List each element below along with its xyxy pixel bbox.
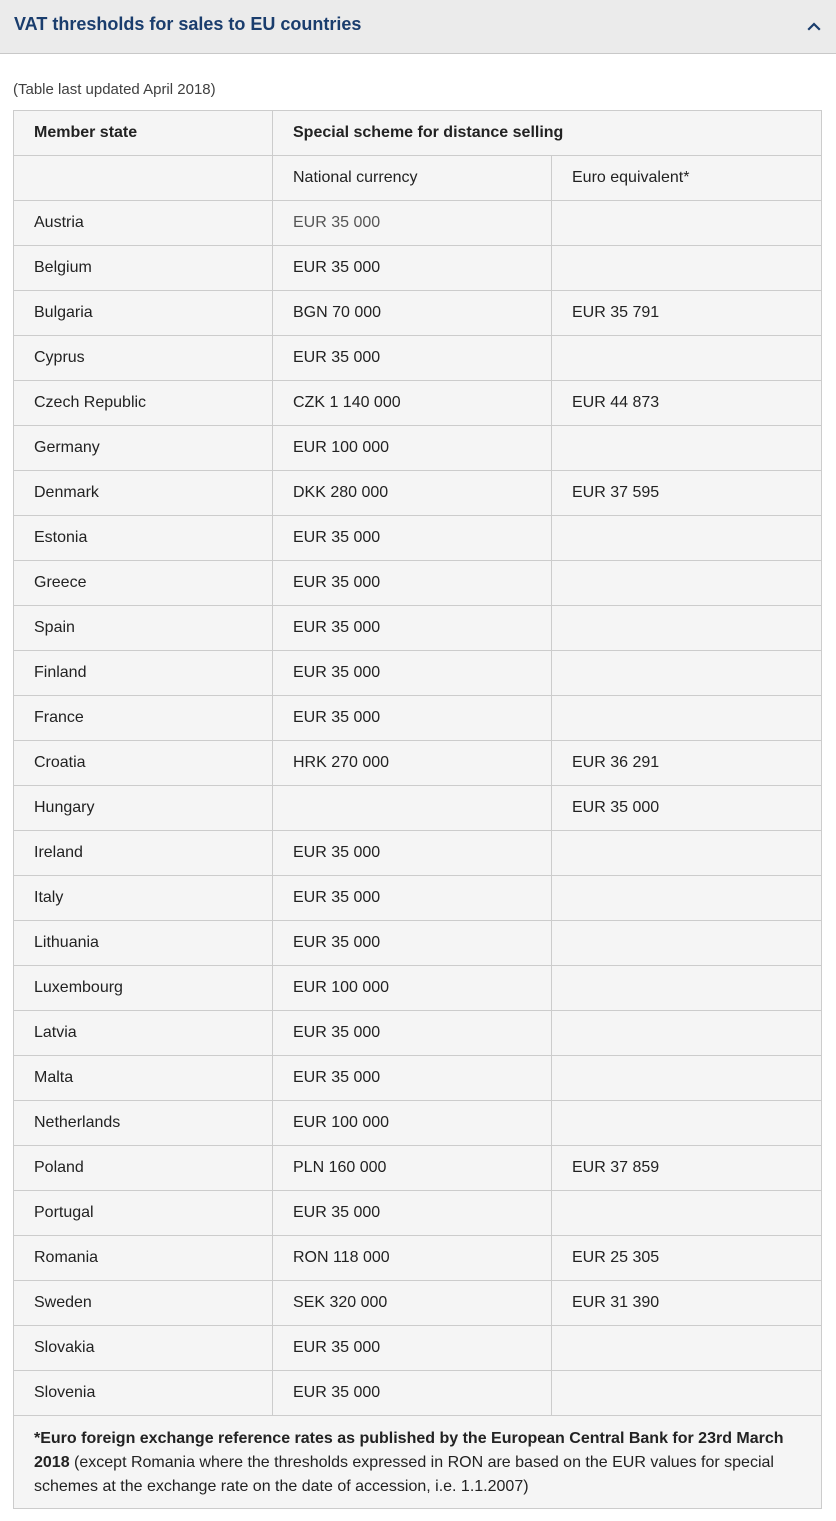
euro-equivalent-cell bbox=[552, 1056, 822, 1101]
table-row bbox=[14, 1326, 822, 1371]
member-state-cell: Ireland bbox=[14, 831, 273, 876]
subheader-empty bbox=[14, 156, 273, 201]
table-row bbox=[14, 786, 822, 831]
table-row bbox=[14, 606, 822, 651]
national-currency-cell: EUR 35 000 bbox=[273, 561, 552, 606]
member-state-cell: Greece bbox=[14, 561, 273, 606]
table-body bbox=[14, 201, 822, 1416]
table-row bbox=[14, 426, 822, 471]
table-subheader-row bbox=[14, 156, 822, 201]
accordion-title[interactable]: VAT thresholds for sales to EU countries bbox=[14, 14, 362, 34]
member-state-cell: Luxembourg bbox=[14, 966, 273, 1011]
national-currency-cell: EUR 100 000 bbox=[273, 1101, 552, 1146]
national-currency-cell: EUR 35 000 bbox=[273, 921, 552, 966]
table-row bbox=[14, 1191, 822, 1236]
national-currency-cell: EUR 35 000 bbox=[273, 1326, 552, 1371]
table-row bbox=[14, 246, 822, 291]
national-currency-cell: EUR 35 000 bbox=[273, 336, 552, 381]
subheader-national-currency: National currency bbox=[273, 156, 552, 201]
national-currency-cell: CZK 1 140 000 bbox=[273, 381, 552, 426]
euro-equivalent-cell: EUR 36 291 bbox=[552, 741, 822, 786]
euro-equivalent-cell bbox=[552, 696, 822, 741]
euro-equivalent-cell bbox=[552, 966, 822, 1011]
national-currency-cell: EUR 35 000 bbox=[273, 246, 552, 291]
footnote-bold-text: *Euro foreign exchange reference rates as published by the European Central Bank for 23rd March 2018 bbox=[34, 1430, 784, 1471]
table-row bbox=[14, 1011, 822, 1056]
national-currency-cell: EUR 35 000 bbox=[273, 1056, 552, 1101]
header-special-scheme: Special scheme for distance selling bbox=[273, 111, 822, 156]
table-row bbox=[14, 561, 822, 606]
table-row bbox=[14, 876, 822, 921]
table-row bbox=[14, 291, 822, 336]
national-currency-cell: EUR 35 000 bbox=[273, 516, 552, 561]
table-header-row bbox=[14, 111, 822, 156]
national-currency-cell: DKK 280 000 bbox=[273, 471, 552, 516]
national-currency-cell: SEK 320 000 bbox=[273, 1281, 552, 1326]
member-state-cell: Austria bbox=[14, 201, 273, 246]
member-state-cell: Lithuania bbox=[14, 921, 273, 966]
euro-equivalent-cell bbox=[552, 561, 822, 606]
table-row bbox=[14, 471, 822, 516]
national-currency-cell: BGN 70 000 bbox=[273, 291, 552, 336]
national-currency-cell: EUR 35 000 bbox=[273, 696, 552, 741]
member-state-cell: Finland bbox=[14, 651, 273, 696]
table-row bbox=[14, 336, 822, 381]
national-currency-cell: RON 118 000 bbox=[273, 1236, 552, 1281]
table-row bbox=[14, 1146, 822, 1191]
national-currency-cell: EUR 35 000 bbox=[273, 606, 552, 651]
subheader-euro-equivalent: Euro equivalent* bbox=[552, 156, 822, 201]
table-update-note: (Table last updated April 2018) bbox=[13, 81, 216, 98]
member-state-cell: Bulgaria bbox=[14, 291, 273, 336]
euro-equivalent-cell: EUR 37 595 bbox=[552, 471, 822, 516]
national-currency-cell bbox=[273, 786, 552, 831]
euro-equivalent-cell bbox=[552, 921, 822, 966]
euro-equivalent-cell bbox=[552, 606, 822, 651]
euro-equivalent-cell bbox=[552, 1011, 822, 1056]
national-currency-cell: HRK 270 000 bbox=[273, 741, 552, 786]
euro-equivalent-cell bbox=[552, 1101, 822, 1146]
footnote-text: (except Romania where the thresholds expressed in RON are based on the EUR values for special schemes at the exchange rate on the date of accession, i.e. 1.1.2007) bbox=[34, 1454, 774, 1495]
table-row bbox=[14, 201, 822, 246]
member-state-cell: Germany bbox=[14, 426, 273, 471]
euro-equivalent-cell bbox=[552, 1326, 822, 1371]
member-state-cell: Portugal bbox=[14, 1191, 273, 1236]
euro-equivalent-cell: EUR 37 859 bbox=[552, 1146, 822, 1191]
euro-equivalent-cell bbox=[552, 1371, 822, 1416]
table-row bbox=[14, 1236, 822, 1281]
table-row bbox=[14, 1056, 822, 1101]
euro-equivalent-cell: EUR 44 873 bbox=[552, 381, 822, 426]
table-row bbox=[14, 651, 822, 696]
member-state-cell: Estonia bbox=[14, 516, 273, 561]
member-state-cell: Italy bbox=[14, 876, 273, 921]
member-state-cell: Poland bbox=[14, 1146, 273, 1191]
national-currency-cell: EUR 35 000 bbox=[273, 651, 552, 696]
header-member-state: Member state bbox=[14, 111, 273, 156]
euro-equivalent-cell: EUR 35 000 bbox=[552, 786, 822, 831]
euro-equivalent-cell bbox=[552, 246, 822, 291]
member-state-cell: Slovakia bbox=[14, 1326, 273, 1371]
member-state-cell: Cyprus bbox=[14, 336, 273, 381]
euro-equivalent-cell bbox=[552, 516, 822, 561]
national-currency-cell: PLN 160 000 bbox=[273, 1146, 552, 1191]
table-row bbox=[14, 696, 822, 741]
euro-equivalent-cell bbox=[552, 831, 822, 876]
table-row bbox=[14, 1101, 822, 1146]
footnote bbox=[14, 1416, 822, 1509]
national-currency-cell: EUR 35 000 bbox=[273, 1191, 552, 1236]
member-state-cell: Malta bbox=[14, 1056, 273, 1101]
member-state-cell: Sweden bbox=[14, 1281, 273, 1326]
table-row bbox=[14, 1281, 822, 1326]
chevron-up-icon[interactable] bbox=[806, 18, 822, 34]
accordion-header[interactable] bbox=[0, 0, 836, 54]
national-currency-cell: EUR 100 000 bbox=[273, 426, 552, 471]
member-state-cell: Slovenia bbox=[14, 1371, 273, 1416]
member-state-cell: France bbox=[14, 696, 273, 741]
euro-equivalent-cell bbox=[552, 336, 822, 381]
table-row bbox=[14, 741, 822, 786]
member-state-cell: Romania bbox=[14, 1236, 273, 1281]
vat-thresholds-table bbox=[13, 110, 822, 1509]
table-row bbox=[14, 381, 822, 426]
table-row bbox=[14, 1371, 822, 1416]
member-state-cell: Latvia bbox=[14, 1011, 273, 1056]
national-currency-cell: EUR 100 000 bbox=[273, 966, 552, 1011]
table-row bbox=[14, 831, 822, 876]
member-state-cell: Belgium bbox=[14, 246, 273, 291]
euro-equivalent-cell: EUR 35 791 bbox=[552, 291, 822, 336]
table-row bbox=[14, 516, 822, 561]
member-state-cell: Hungary bbox=[14, 786, 273, 831]
euro-equivalent-cell bbox=[552, 876, 822, 921]
national-currency-cell: EUR 35 000 bbox=[273, 1371, 552, 1416]
euro-equivalent-cell bbox=[552, 651, 822, 696]
euro-equivalent-cell: EUR 25 305 bbox=[552, 1236, 822, 1281]
member-state-cell: Netherlands bbox=[14, 1101, 273, 1146]
national-currency-cell: EUR 35 000 bbox=[273, 876, 552, 921]
table-row bbox=[14, 921, 822, 966]
euro-equivalent-cell bbox=[552, 426, 822, 471]
national-currency-cell: EUR 35 000 bbox=[273, 201, 552, 246]
table-row bbox=[14, 966, 822, 1011]
member-state-cell: Spain bbox=[14, 606, 273, 651]
euro-equivalent-cell bbox=[552, 201, 822, 246]
footnote-row bbox=[14, 1416, 822, 1509]
national-currency-cell: EUR 35 000 bbox=[273, 1011, 552, 1056]
member-state-cell: Czech Republic bbox=[14, 381, 273, 426]
member-state-cell: Denmark bbox=[14, 471, 273, 516]
euro-equivalent-cell bbox=[552, 1191, 822, 1236]
euro-equivalent-cell: EUR 31 390 bbox=[552, 1281, 822, 1326]
member-state-cell: Croatia bbox=[14, 741, 273, 786]
national-currency-cell: EUR 35 000 bbox=[273, 831, 552, 876]
